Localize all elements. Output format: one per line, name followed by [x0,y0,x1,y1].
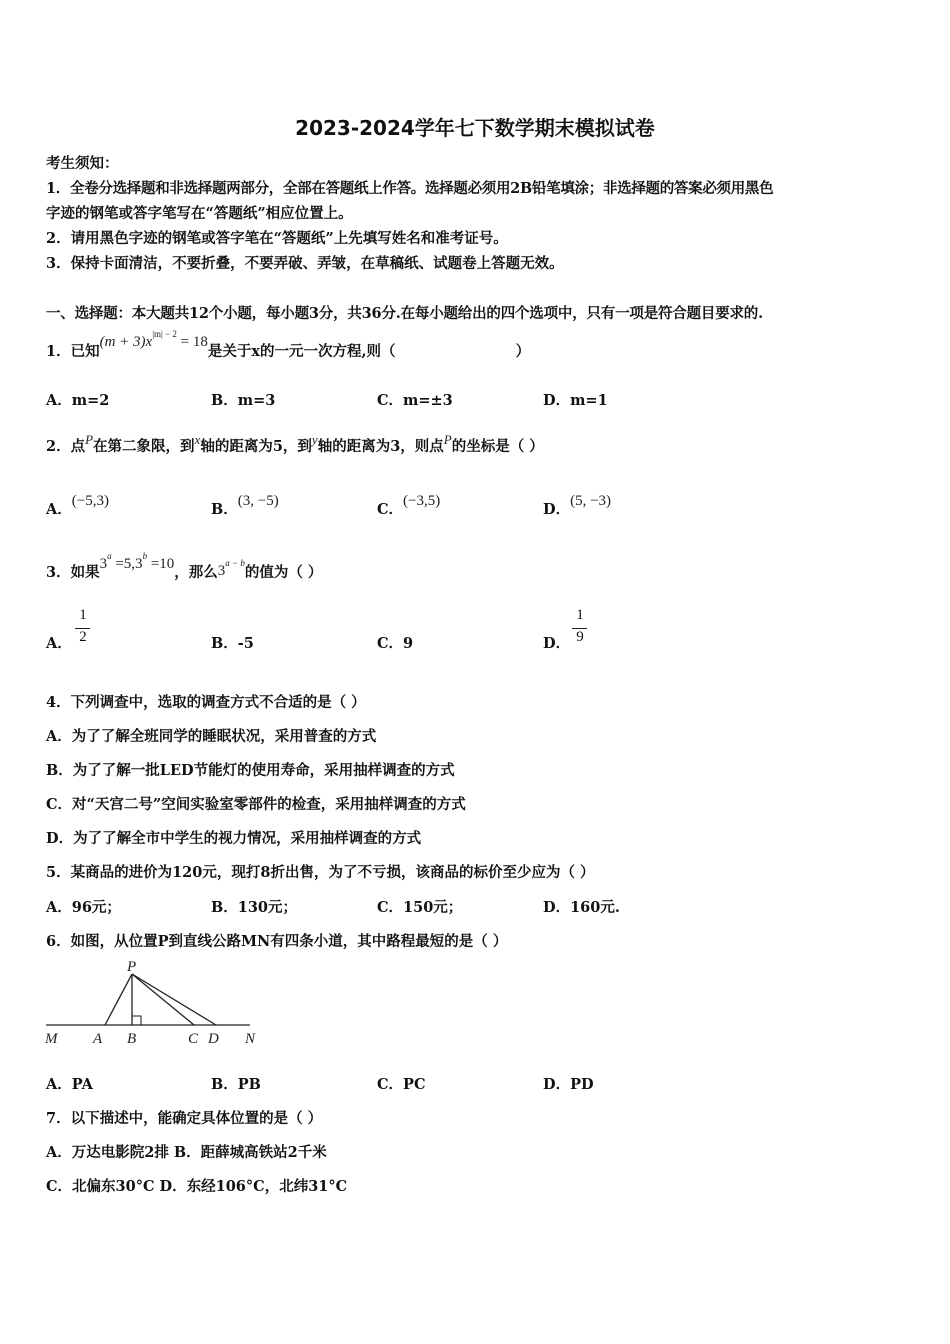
q4-option-c: C．对“天宫二号”空间实验室零部件的检查，采用抽样调查的方式 [46,796,466,813]
section-heading: 一、选择题：本大题共12个小题，每小题3分，共36分.在每小题给出的四个选项中，只有一项是符合题目要求的. [46,305,763,322]
question-1 [46,329,531,361]
q3-fraction-d-num: 1 [576,607,584,623]
q3-f1-exp: a [107,551,112,561]
label-a: A [93,1031,103,1047]
q3-f4: 3 [217,563,226,579]
q1-option-a: A．m=2 [46,392,110,409]
q5-option-d: D．160元. [543,899,620,916]
notice-line-3: 3．保持卡面清洁，不要折叠，不要弄破、弄皱，在草稿纸、试题卷上答题无效。 [46,255,564,272]
q1-formula-tail: = 18 [176,334,208,350]
q2-label-a: A． [46,501,72,518]
q2-label-b: B． [211,501,238,518]
q2-label-c: C． [377,501,404,518]
q3-f2: =5,3 [111,556,143,572]
right-angle-mark [132,1016,141,1025]
q6-option-d: D．PD [543,1076,594,1093]
q6-option-b: B．PB [211,1076,261,1093]
label-c: C [188,1031,199,1047]
label-p: P [127,959,137,975]
question-6: 6．如图，从位置P到直线公路MN有四条小道，其中路程最短的是（ ） [46,933,508,950]
question-5: 5．某商品的进价为120元，现打8折出售，为了不亏损，该商品的标价至少应为（ ） [46,864,595,881]
q1-formula-exp: |m| − 2 [152,329,177,339]
q2-text-4: 的坐标是（ ） [451,438,544,455]
q7-options-row-1: A．万达电影院2排 B．距薛城高铁站2千米 [46,1144,327,1161]
q3-prefix: 3．如果 [46,564,100,581]
q7-options-row-2: C．北偏东30°C D．东经106°C，北纬31°C [46,1178,348,1195]
q2-value-d: (5, −3) [570,493,612,509]
q4-option-a: A．为了了解全班同学的睡眠状况，采用普查的方式 [46,728,377,745]
q5-option-a: A．96元； [46,899,121,916]
q2-prefix: 2．点 [46,438,86,455]
q2-label-d: D． [543,501,571,518]
q1-option-b: B．m=3 [211,392,276,409]
notice-line-2: 2．请用黑色字迹的钢笔或答字笔在“答题纸”上先填写姓名和准考证号。 [46,230,508,247]
label-b: B [127,1031,137,1047]
q2-value-b: (3, −5) [237,493,279,509]
q1-prefix: 1．已知 [46,343,100,360]
question-2 [46,432,544,456]
q4-option-d: D．为了了解全市中学生的视力情况，采用抽样调查的方式 [46,830,422,847]
q1-option-c: C．m=±3 [377,392,453,409]
q4-option-b: B．为了了解一批LED节能灯的使用寿命，采用抽样调查的方式 [46,762,455,779]
q3-option-c: C．9 [377,635,414,652]
notice-line-1b: 字迹的钢笔或答字笔写在“答题纸”相应位置上。 [46,205,353,222]
q6-option-a: A．PA [46,1076,93,1093]
q3-option-a: A． [46,635,72,652]
q2-option-c [377,493,441,519]
q3-fraction-a-den: 2 [79,629,87,645]
q2-option-d [543,493,612,519]
q3-f2-exp: b [142,551,148,561]
segment-pa [105,974,132,1025]
q1-option-d: D．m=1 [543,392,608,409]
q2-point-p-2: P [443,432,452,447]
q6-figure [40,955,270,1050]
q3-fraction-a-num: 1 [79,607,87,623]
label-d: D [208,1031,219,1047]
q3-option-d: D． [543,635,571,652]
q2-text-1: 在第二象限，到 [93,438,195,455]
segment-pd [132,974,216,1025]
q3-f4-exp: a − b [225,558,245,568]
label-m: M [45,1031,58,1047]
question-4: 4．下列调查中，选取的调查方式不合适的是（ ） [46,694,366,711]
q2-text-2: 轴的距离为5，到 [200,438,312,455]
q2-point-p: P [85,432,94,447]
q2-y-axis: y [311,432,318,447]
question-7: 7．以下描述中，能确定具体位置的是（ ） [46,1110,323,1127]
q1-formula-base: (m + 3)x [99,334,153,350]
notice-line-1a: 1．全卷分选择题和非选择题两部分，全部在答题纸上作答。选择题必须用2B铅笔填涂；非选择题的答案必须用黑色 [46,180,774,197]
q1-formula [99,329,208,350]
q3-expr [217,558,245,579]
q2-value-c: (−3,5) [403,493,441,509]
q6-option-c: C．PC [377,1076,426,1093]
q3-formula [99,551,175,572]
q5-option-c: C．150元； [377,899,463,916]
page-title: 2023-2024学年七下数学期末模拟试卷 [295,116,655,140]
q3-fraction-d-den: 9 [576,629,584,645]
q2-x-axis: x [194,432,201,447]
q1-suffix: 是关于x的一元一次方程,则（ [207,343,396,360]
q2-text-3: 轴的距离为3，则点 [317,438,444,455]
question-3 [46,551,323,582]
q5-option-b: B．130元； [211,899,298,916]
q3-mid: ，那么 [174,564,218,581]
q3-suffix: 的值为（ ） [244,564,323,581]
q2-value-a: (−5,3) [71,493,109,509]
q3-f3: =10 [147,556,175,572]
q2-option-a [46,493,109,519]
q2-option-b [211,493,279,519]
label-n: N [245,1031,256,1047]
q3-option-b: B．-5 [211,635,254,652]
q1-close: ） [515,343,531,360]
notice-heading: 考生须知： [46,155,119,172]
q3-f1: 3 [99,556,108,572]
